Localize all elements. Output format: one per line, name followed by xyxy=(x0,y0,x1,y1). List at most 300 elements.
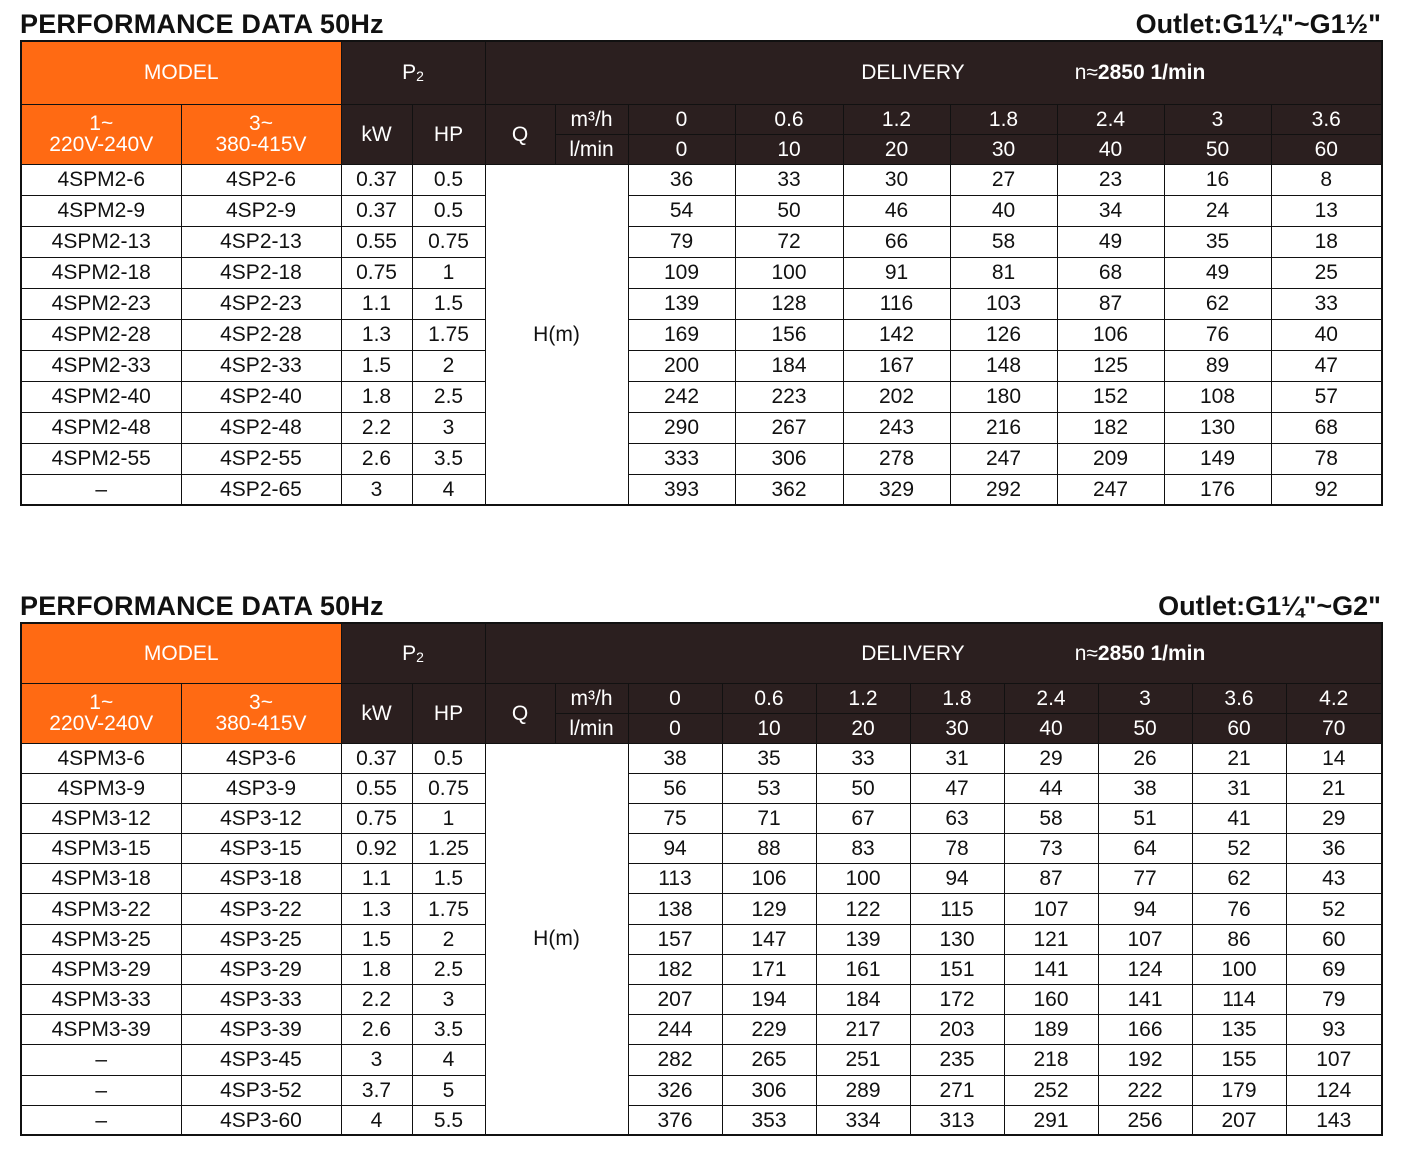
three-phase-header xyxy=(181,104,341,164)
p2-subscript: 2 xyxy=(416,68,424,85)
power-kw: 1.5 xyxy=(341,350,412,381)
head-value: 106 xyxy=(722,864,816,894)
model-three-phase: 4SP3-60 xyxy=(181,1105,341,1135)
model-three-phase: 4SP3-6 xyxy=(181,743,341,773)
power-kw: 1.5 xyxy=(341,924,412,954)
head-value: 60 xyxy=(1286,924,1382,954)
model-three-phase: 4SP3-45 xyxy=(181,1045,341,1075)
head-value: 353 xyxy=(722,1105,816,1135)
table-row xyxy=(21,195,1382,226)
head-value: 58 xyxy=(1004,803,1098,833)
power-hp: 0.5 xyxy=(412,164,485,195)
three-phase-voltage: 380-415V xyxy=(215,133,307,156)
head-value: 166 xyxy=(1098,1015,1192,1045)
head-value: 139 xyxy=(628,288,735,319)
power-hp: 5.5 xyxy=(412,1105,485,1135)
head-value: 362 xyxy=(735,474,843,505)
head-value: 243 xyxy=(843,412,950,443)
power-kw: 0.75 xyxy=(341,803,412,833)
power-kw: 3 xyxy=(341,1045,412,1075)
model-three-phase: 4SP3-12 xyxy=(181,803,341,833)
head-label: H(m) xyxy=(485,743,628,1135)
head-value: 124 xyxy=(1286,1075,1382,1105)
model-single-phase: – xyxy=(21,1045,181,1075)
head-value: 130 xyxy=(1164,412,1271,443)
head-value: 126 xyxy=(950,319,1057,350)
head-value: 247 xyxy=(950,443,1057,474)
table-row xyxy=(21,954,1382,984)
performance-section-2 xyxy=(20,590,1381,1136)
head-value: 329 xyxy=(843,474,950,505)
model-single-phase: 4SPM2-40 xyxy=(21,381,181,412)
table-row xyxy=(21,1015,1382,1045)
model-three-phase: 4SP2-55 xyxy=(181,443,341,474)
head-value: 62 xyxy=(1164,288,1271,319)
head-value: 49 xyxy=(1057,226,1164,257)
head-value: 122 xyxy=(816,894,910,924)
flow-lmin: 20 xyxy=(816,713,910,743)
head-value: 33 xyxy=(735,164,843,195)
table-row xyxy=(21,474,1382,505)
speed-prefix: n≈ xyxy=(1074,61,1098,85)
head-value: 207 xyxy=(1192,1105,1286,1135)
head-value: 192 xyxy=(1098,1045,1192,1075)
head-value: 157 xyxy=(628,924,722,954)
head-value: 75 xyxy=(628,803,722,833)
power-kw: 1.3 xyxy=(341,319,412,350)
power-hp: 0.5 xyxy=(412,195,485,226)
head-value: 21 xyxy=(1286,773,1382,803)
head-value: 29 xyxy=(1286,803,1382,833)
head-value: 229 xyxy=(722,1015,816,1045)
flow-lmin: 0 xyxy=(628,713,722,743)
flow-m3h: 1.8 xyxy=(950,104,1057,134)
head-value: 124 xyxy=(1098,954,1192,984)
head-value: 116 xyxy=(843,288,950,319)
three-phase-voltage: 380-415V xyxy=(215,712,307,735)
head-label: H(m) xyxy=(485,164,628,505)
flow-lmin: 10 xyxy=(722,713,816,743)
power-hp: 0.75 xyxy=(412,226,485,257)
power-kw: 2.2 xyxy=(341,412,412,443)
power-hp: 3 xyxy=(412,985,485,1015)
head-value: 100 xyxy=(1192,954,1286,984)
table-row xyxy=(21,1075,1382,1105)
head-value: 217 xyxy=(816,1015,910,1045)
head-value: 76 xyxy=(1192,894,1286,924)
head-value: 107 xyxy=(1286,1045,1382,1075)
flow-m3h: 2.4 xyxy=(1004,683,1098,713)
power-kw: 2.6 xyxy=(341,1015,412,1045)
flow-m3h: 3.6 xyxy=(1192,683,1286,713)
model-three-phase: 4SP3-29 xyxy=(181,954,341,984)
head-value: 106 xyxy=(1057,319,1164,350)
head-value: 35 xyxy=(722,743,816,773)
head-value: 135 xyxy=(1192,1015,1286,1045)
flow-m3h: 3.6 xyxy=(1271,104,1382,134)
model-single-phase: 4SPM3-39 xyxy=(21,1015,181,1045)
head-value: 78 xyxy=(1271,443,1382,474)
model-single-phase: 4SPM2-9 xyxy=(21,195,181,226)
head-value: 100 xyxy=(735,257,843,288)
head-value: 278 xyxy=(843,443,950,474)
unit-lmin: l/min xyxy=(555,134,628,164)
model-single-phase: – xyxy=(21,1105,181,1135)
head-value: 218 xyxy=(1004,1045,1098,1075)
model-single-phase: 4SPM3-12 xyxy=(21,803,181,833)
head-value: 103 xyxy=(950,288,1057,319)
head-value: 14 xyxy=(1286,743,1382,773)
head-value: 44 xyxy=(1004,773,1098,803)
head-value: 36 xyxy=(628,164,735,195)
head-value: 143 xyxy=(1286,1105,1382,1135)
head-value: 155 xyxy=(1192,1045,1286,1075)
head-value: 138 xyxy=(628,894,722,924)
flow-m3h: 0 xyxy=(628,104,735,134)
table-row xyxy=(21,226,1382,257)
model-three-phase: 4SP2-28 xyxy=(181,319,341,350)
power-hp: 2.5 xyxy=(412,381,485,412)
section-title: PERFORMANCE DATA 50Hz xyxy=(20,9,384,39)
flow-lmin: 40 xyxy=(1057,134,1164,164)
head-value: 113 xyxy=(628,864,722,894)
head-value: 83 xyxy=(816,834,910,864)
model-single-phase: 4SPM3-6 xyxy=(21,743,181,773)
table-row xyxy=(21,319,1382,350)
head-value: 26 xyxy=(1098,743,1192,773)
head-value: 62 xyxy=(1192,864,1286,894)
model-single-phase: 4SPM3-18 xyxy=(21,864,181,894)
head-value: 223 xyxy=(735,381,843,412)
head-value: 13 xyxy=(1271,195,1382,226)
head-value: 149 xyxy=(1164,443,1271,474)
head-value: 31 xyxy=(910,743,1004,773)
section-title: PERFORMANCE DATA 50Hz xyxy=(20,591,384,621)
head-value: 282 xyxy=(628,1045,722,1075)
p2-header xyxy=(341,623,485,683)
unit-m3h: m³/h xyxy=(555,104,628,134)
head-value: 109 xyxy=(628,257,735,288)
head-value: 200 xyxy=(628,350,735,381)
head-value: 107 xyxy=(1004,894,1098,924)
power-hp: 1.75 xyxy=(412,894,485,924)
head-value: 27 xyxy=(950,164,1057,195)
power-kw: 1.1 xyxy=(341,864,412,894)
delivery-header xyxy=(485,623,1382,683)
power-kw: 0.75 xyxy=(341,257,412,288)
head-value: 271 xyxy=(910,1075,1004,1105)
kw-header: kW xyxy=(341,683,412,743)
head-value: 216 xyxy=(950,412,1057,443)
p2-subscript: 2 xyxy=(416,648,424,665)
model-single-phase: 4SPM2-33 xyxy=(21,350,181,381)
model-single-phase: 4SPM3-9 xyxy=(21,773,181,803)
model-single-phase: 4SPM2-6 xyxy=(21,164,181,195)
unit-m3h: m³/h xyxy=(555,683,628,713)
speed-label xyxy=(1075,643,1206,664)
head-value: 40 xyxy=(950,195,1057,226)
head-value: 393 xyxy=(628,474,735,505)
model-three-phase: 4SP3-52 xyxy=(181,1075,341,1105)
model-three-phase: 4SP2-13 xyxy=(181,226,341,257)
kw-header: kW xyxy=(341,104,412,164)
model-three-phase: 4SP3-9 xyxy=(181,773,341,803)
head-value: 333 xyxy=(628,443,735,474)
model-single-phase: 4SPM2-48 xyxy=(21,412,181,443)
head-value: 68 xyxy=(1057,257,1164,288)
flow-m3h: 0 xyxy=(628,683,722,713)
model-three-phase: 4SP3-25 xyxy=(181,924,341,954)
model-single-phase: 4SPM2-18 xyxy=(21,257,181,288)
table-row xyxy=(21,164,1382,195)
head-value: 313 xyxy=(910,1105,1004,1135)
head-value: 184 xyxy=(816,985,910,1015)
flow-lmin: 60 xyxy=(1271,134,1382,164)
head-value: 78 xyxy=(910,834,1004,864)
head-value: 108 xyxy=(1164,381,1271,412)
head-value: 77 xyxy=(1098,864,1192,894)
head-value: 169 xyxy=(628,319,735,350)
head-value: 182 xyxy=(628,954,722,984)
flow-lmin: 20 xyxy=(843,134,950,164)
table-body xyxy=(21,743,1382,1135)
model-three-phase: 4SP2-18 xyxy=(181,257,341,288)
power-hp: 1 xyxy=(412,803,485,833)
power-hp: 0.5 xyxy=(412,743,485,773)
head-value: 21 xyxy=(1192,743,1286,773)
head-value: 29 xyxy=(1004,743,1098,773)
power-hp: 3.5 xyxy=(412,443,485,474)
head-value: 160 xyxy=(1004,985,1098,1015)
head-value: 43 xyxy=(1286,864,1382,894)
head-value: 207 xyxy=(628,985,722,1015)
power-hp: 1 xyxy=(412,257,485,288)
power-kw: 3 xyxy=(341,474,412,505)
table-row xyxy=(21,924,1382,954)
table-body xyxy=(21,164,1382,505)
head-value: 64 xyxy=(1098,834,1192,864)
flow-lmin: 10 xyxy=(735,134,843,164)
table-row xyxy=(21,381,1382,412)
head-value: 94 xyxy=(1098,894,1192,924)
head-value: 130 xyxy=(910,924,1004,954)
power-hp: 4 xyxy=(412,474,485,505)
speed-value: 2850 1/min xyxy=(1097,61,1206,85)
power-kw: 0.55 xyxy=(341,226,412,257)
q-header: Q xyxy=(485,683,555,743)
head-value: 31 xyxy=(1192,773,1286,803)
head-value: 56 xyxy=(628,773,722,803)
power-hp: 1.5 xyxy=(412,864,485,894)
model-header: MODEL xyxy=(21,41,341,104)
model-three-phase: 4SP2-65 xyxy=(181,474,341,505)
head-value: 33 xyxy=(1271,288,1382,319)
model-single-phase: 4SPM2-13 xyxy=(21,226,181,257)
model-three-phase: 4SP3-15 xyxy=(181,834,341,864)
head-value: 289 xyxy=(816,1075,910,1105)
head-value: 47 xyxy=(1271,350,1382,381)
three-phase-symbol: 3~ xyxy=(249,691,273,714)
head-value: 267 xyxy=(735,412,843,443)
speed-prefix: n≈ xyxy=(1074,641,1098,665)
flow-lmin: 50 xyxy=(1098,713,1192,743)
head-value: 290 xyxy=(628,412,735,443)
head-value: 50 xyxy=(816,773,910,803)
power-kw: 0.55 xyxy=(341,773,412,803)
head-value: 33 xyxy=(816,743,910,773)
head-value: 76 xyxy=(1164,319,1271,350)
head-value: 72 xyxy=(735,226,843,257)
head-value: 49 xyxy=(1164,257,1271,288)
power-kw: 1.8 xyxy=(341,954,412,984)
power-kw: 1.8 xyxy=(341,381,412,412)
model-three-phase: 4SP3-39 xyxy=(181,1015,341,1045)
flow-m3h: 0.6 xyxy=(735,104,843,134)
head-value: 121 xyxy=(1004,924,1098,954)
flow-m3h: 0.6 xyxy=(722,683,816,713)
power-kw: 2.6 xyxy=(341,443,412,474)
head-value: 86 xyxy=(1192,924,1286,954)
head-value: 87 xyxy=(1004,864,1098,894)
head-value: 23 xyxy=(1057,164,1164,195)
head-value: 209 xyxy=(1057,443,1164,474)
hp-header: HP xyxy=(412,104,485,164)
model-header: MODEL xyxy=(21,623,341,683)
head-value: 30 xyxy=(843,164,950,195)
head-value: 235 xyxy=(910,1045,1004,1075)
head-value: 88 xyxy=(722,834,816,864)
head-value: 107 xyxy=(1098,924,1192,954)
table-row xyxy=(21,288,1382,319)
power-hp: 2 xyxy=(412,924,485,954)
power-hp: 3.5 xyxy=(412,1015,485,1045)
model-three-phase: 4SP2-23 xyxy=(181,288,341,319)
head-value: 244 xyxy=(628,1015,722,1045)
model-single-phase: 4SPM3-15 xyxy=(21,834,181,864)
power-kw: 2.2 xyxy=(341,985,412,1015)
flow-lmin: 30 xyxy=(950,134,1057,164)
power-hp: 1.5 xyxy=(412,288,485,319)
flow-lmin: 30 xyxy=(910,713,1004,743)
model-single-phase: – xyxy=(21,474,181,505)
head-value: 35 xyxy=(1164,226,1271,257)
power-hp: 0.75 xyxy=(412,773,485,803)
table-row xyxy=(21,1105,1382,1135)
head-value: 142 xyxy=(843,319,950,350)
single-phase-header xyxy=(21,104,181,164)
delivery-label: DELIVERY xyxy=(861,61,965,85)
flow-m3h: 1.8 xyxy=(910,683,1004,713)
q-header: Q xyxy=(485,104,555,164)
flow-lmin: 40 xyxy=(1004,713,1098,743)
performance-section-1 xyxy=(20,8,1381,506)
head-value: 291 xyxy=(1004,1105,1098,1135)
head-value: 16 xyxy=(1164,164,1271,195)
head-value: 222 xyxy=(1098,1075,1192,1105)
model-single-phase: 4SPM3-33 xyxy=(21,985,181,1015)
head-value: 53 xyxy=(722,773,816,803)
model-three-phase: 4SP2-9 xyxy=(181,195,341,226)
head-value: 265 xyxy=(722,1045,816,1075)
table-row xyxy=(21,894,1382,924)
head-value: 57 xyxy=(1271,381,1382,412)
delivery-label: DELIVERY xyxy=(861,641,965,665)
p2-label: P xyxy=(402,61,417,85)
power-hp: 2 xyxy=(412,350,485,381)
head-value: 292 xyxy=(950,474,1057,505)
section-heading xyxy=(20,590,1381,622)
flow-lmin: 60 xyxy=(1192,713,1286,743)
head-value: 179 xyxy=(1192,1075,1286,1105)
flow-m3h: 3 xyxy=(1098,683,1192,713)
head-value: 129 xyxy=(722,894,816,924)
head-value: 203 xyxy=(910,1015,1004,1045)
power-kw: 0.37 xyxy=(341,743,412,773)
table-row xyxy=(21,773,1382,803)
head-value: 125 xyxy=(1057,350,1164,381)
delivery-header xyxy=(485,41,1382,104)
power-kw: 0.37 xyxy=(341,195,412,226)
head-value: 40 xyxy=(1271,319,1382,350)
power-kw: 1.1 xyxy=(341,288,412,319)
single-phase-symbol: 1~ xyxy=(89,112,114,135)
head-value: 202 xyxy=(843,381,950,412)
head-value: 50 xyxy=(735,195,843,226)
table-row xyxy=(21,443,1382,474)
head-value: 54 xyxy=(628,195,735,226)
head-value: 52 xyxy=(1286,894,1382,924)
model-single-phase: 4SPM2-23 xyxy=(21,288,181,319)
single-phase-voltage: 220V-240V xyxy=(49,712,154,735)
head-value: 18 xyxy=(1271,226,1382,257)
head-value: 36 xyxy=(1286,834,1382,864)
power-kw: 0.37 xyxy=(341,164,412,195)
head-value: 24 xyxy=(1164,195,1271,226)
head-value: 334 xyxy=(816,1105,910,1135)
table-row xyxy=(21,743,1382,773)
three-phase-header xyxy=(181,683,341,743)
unit-lmin: l/min xyxy=(555,713,628,743)
head-value: 251 xyxy=(816,1045,910,1075)
head-value: 139 xyxy=(816,924,910,954)
head-value: 115 xyxy=(910,894,1004,924)
head-value: 100 xyxy=(816,864,910,894)
model-three-phase: 4SP2-33 xyxy=(181,350,341,381)
head-value: 79 xyxy=(628,226,735,257)
table-row xyxy=(21,1045,1382,1075)
power-hp: 2.5 xyxy=(412,954,485,984)
head-value: 51 xyxy=(1098,803,1192,833)
head-value: 93 xyxy=(1286,1015,1382,1045)
performance-table xyxy=(20,622,1383,1136)
model-three-phase: 4SP3-22 xyxy=(181,894,341,924)
model-single-phase: 4SPM3-22 xyxy=(21,894,181,924)
head-value: 69 xyxy=(1286,954,1382,984)
head-value: 376 xyxy=(628,1105,722,1135)
head-value: 326 xyxy=(628,1075,722,1105)
head-value: 167 xyxy=(843,350,950,381)
head-value: 180 xyxy=(950,381,1057,412)
head-value: 141 xyxy=(1098,985,1192,1015)
head-value: 81 xyxy=(950,257,1057,288)
head-value: 242 xyxy=(628,381,735,412)
head-value: 89 xyxy=(1164,350,1271,381)
head-value: 38 xyxy=(1098,773,1192,803)
head-value: 189 xyxy=(1004,1015,1098,1045)
p2-header xyxy=(341,41,485,104)
speed-label xyxy=(1075,62,1206,83)
flow-m3h: 4.2 xyxy=(1286,683,1382,713)
